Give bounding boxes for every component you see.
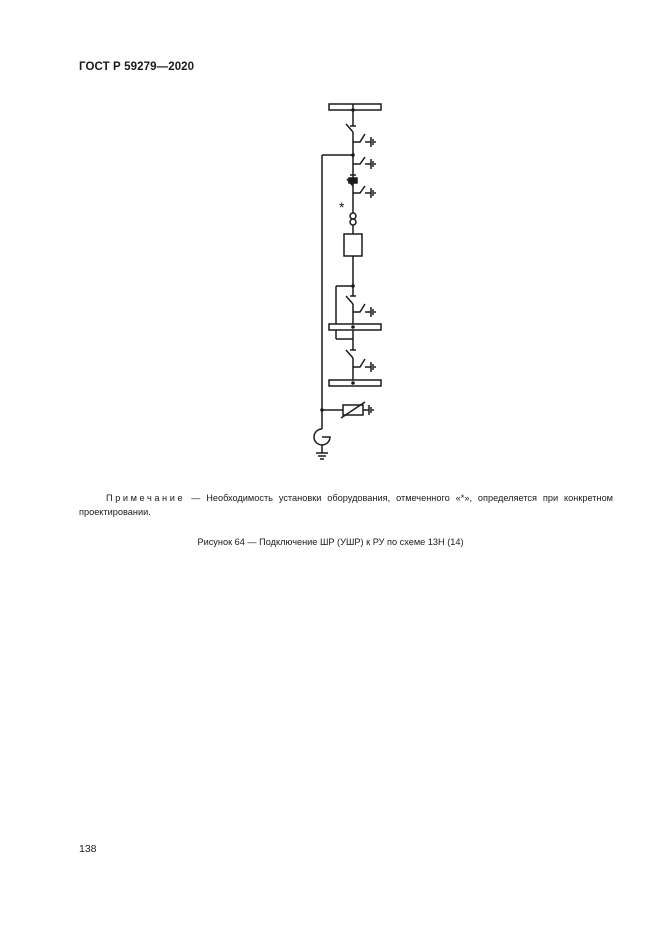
middle-busbar	[329, 324, 381, 330]
note-paragraph	[79, 491, 613, 519]
shunt-reactor-symbol	[314, 429, 330, 445]
top-busbar	[329, 104, 381, 110]
current-transformer	[350, 213, 356, 219]
bottom-busbar	[329, 380, 381, 386]
optional-equipment-marker: *	[339, 199, 345, 215]
note-text: — Необходимость установки оборудования, отмеченного «*», определяется при конкретном проектировании.	[79, 493, 613, 517]
reactor-block	[344, 234, 362, 256]
page-number: 138	[79, 843, 97, 855]
document-header: ГОСТ Р 59279—2020	[79, 61, 195, 73]
disconnector-blade	[346, 124, 353, 132]
figure-caption: Рисунок 64 — Подключение ШР (УШР) к РУ по схеме 13Н (14)	[197, 537, 464, 547]
note-label: Примечание	[106, 493, 186, 503]
ground-switch-blade	[353, 134, 365, 142]
circuit-diagram	[305, 96, 405, 471]
